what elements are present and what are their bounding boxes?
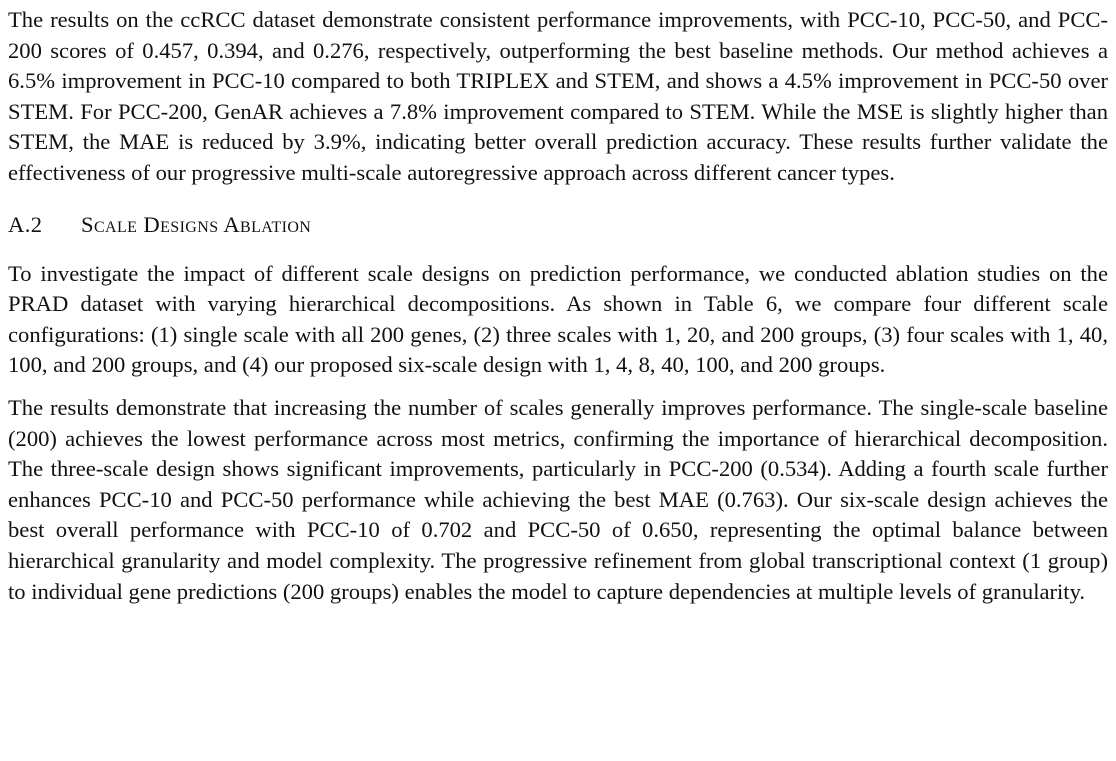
paper-page (8, 5, 1108, 607)
scale-designs-intro-paragraph: To investigate the impact of different scale designs on prediction performance, we conducted ablation studies on the PRAD dataset with varying hierarchical decompositions. As shown in Table 6, we compare four different scale configurations: (1) single scale with all 200 genes, (2) three scales with 1, 20, and 200 groups, (3) four scales with 1, 40, 100, and 200 groups, and (4) our proposed six-scale design with 1, 4, 8, 40, 100, and 200 groups. (8, 260, 1108, 378)
section-heading (8, 210, 1108, 240)
section-title: Scale Designs Ablation (81, 211, 312, 237)
results-ccrcc-paragraph: The results on the ccRCC dataset demonstrate consistent performance improvements, with PCC-10, PCC-50, and PCC-200 scores of 0.457, 0.394, and 0.276, respectively, outperforming the best baseline methods. Our method achieves a 6.5% improvement in PCC-10 compared to both TRIPLEX and STEM, and shows a 4.5% improvement in PCC-50 over STEM. For PCC-200, GenAR achieves a 7.8% improvement compared to STEM. While the MSE is slightly higher than STEM, the MAE is reduced by 3.9%, indicating better overall prediction accuracy. These results further validate the effectiveness of our progressive multi-scale autoregressive approach across different cancer types. (8, 7, 1108, 185)
scale-designs-results-paragraph: The results demonstrate that increasing the number of scales generally improves performance. The single-scale baseline (200) achieves the lowest performance across most metrics, confirming the importance of hierarchical decomposition. The three-scale design shows significant improvements, particularly in PCC-200 (0.534). Adding a fourth scale further enhances PCC-10 and PCC-50 performance while achieving the best MAE (0.763). Our six-scale design achieves the best overall performance with PCC-10 of 0.702 and PCC-50 of 0.650, representing the optimal balance between hierarchical granularity and model complexity. The progressive refinement from global transcriptional context (1 group) to individual gene predictions (200 groups) enables the model to capture dependencies at multiple levels of granularity. (8, 394, 1108, 604)
section-number: A.2 (8, 211, 43, 237)
